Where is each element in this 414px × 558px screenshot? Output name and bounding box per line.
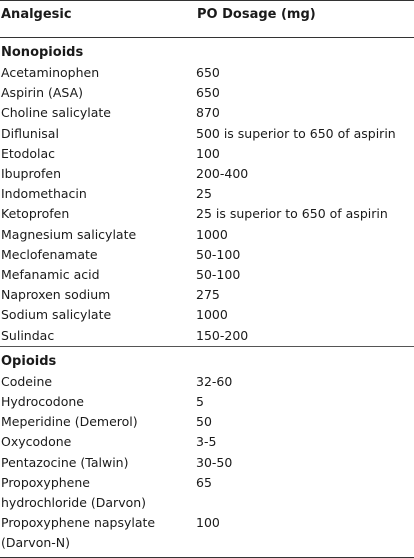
analgesic-name-cell: Codeine <box>1 373 53 389</box>
analgesic-name-cell: Meclofenamate <box>1 246 98 262</box>
table-row <box>0 285 414 305</box>
analgesic-name-cell: Ketoprofen <box>1 206 70 222</box>
table-row <box>0 372 414 392</box>
analgesic-name-cell: Naproxen sodium <box>1 287 111 303</box>
section-heading-opioids <box>0 346 414 372</box>
dosage-cell <box>196 533 414 557</box>
table-row <box>0 225 414 245</box>
analgesic-name-cell: Aspirin (ASA) <box>1 85 84 101</box>
table-row <box>0 245 414 265</box>
table-row <box>0 392 414 412</box>
analgesic-name-cell: Hydrocodone <box>1 394 84 410</box>
dosage-cell: 1000 <box>196 226 228 242</box>
analgesic-name-cell: Magnesium salicylate <box>1 226 137 242</box>
dosage-cell: 5 <box>196 394 204 410</box>
table-row <box>0 326 414 347</box>
analgesic-name-cell: Acetaminophen <box>1 65 100 80</box>
dosage-cell: 500 is superior to 650 of aspirin <box>196 125 396 141</box>
analgesic-name-cell: Sodium salicylate <box>1 307 112 323</box>
analgesic-name-cell: Ibuprofen <box>1 166 62 182</box>
section-heading-nonopioids <box>0 38 414 64</box>
dosage-cell: 275 <box>196 287 220 303</box>
dosage-cell: 100 <box>196 145 220 161</box>
table-row <box>0 124 414 144</box>
dosage-cell: 25 is superior to 650 of aspirin <box>196 206 388 222</box>
analgesic-name-cell: (Darvon-N) <box>0 533 196 557</box>
analgesic-name-cell: Etodolac <box>1 145 56 161</box>
analgesic-name-cell: Indomethacin <box>1 186 87 202</box>
dosage-cell: 870 <box>196 105 220 121</box>
table-row <box>0 184 414 204</box>
dosage-cell: 1000 <box>196 307 228 323</box>
table-row <box>0 473 414 493</box>
analgesic-name-cell: Choline salicylate <box>1 105 111 121</box>
table-body <box>0 38 414 558</box>
header-po-dosage: PO Dosage (mg) <box>196 1 414 38</box>
table-header <box>0 1 414 38</box>
analgesic-name-cell: Propoxyphene <box>1 474 90 490</box>
dosage-cell: 100 <box>196 515 220 531</box>
dosage-cell: 50-100 <box>196 246 241 262</box>
dosage-cell: 50-100 <box>196 267 241 283</box>
dosage-cell <box>196 493 414 513</box>
analgesic-name-cell: hydrochloride (Darvon) <box>1 495 147 511</box>
dosage-cell: 150-200 <box>196 327 249 343</box>
table-row <box>0 533 414 557</box>
table-row <box>0 453 414 473</box>
table-row <box>0 432 414 452</box>
table-row <box>0 164 414 184</box>
table-row <box>0 144 414 164</box>
analgesic-name-cell: Mefanamic acid <box>1 267 100 283</box>
dosage-cell: 30-50 <box>196 454 233 470</box>
table-row <box>0 103 414 123</box>
analgesic-name-cell: Propoxyphene napsylate <box>1 515 156 531</box>
table-row <box>0 493 414 513</box>
table-row <box>0 412 414 432</box>
table-row <box>0 204 414 224</box>
dosage-cell: 3-5 <box>196 434 217 450</box>
dosage-cell: 50 <box>196 414 212 430</box>
dosage-cell: 25 <box>196 186 212 202</box>
dosage-cell: 650 <box>196 85 220 101</box>
dosage-cell: 32-60 <box>196 373 233 389</box>
analgesic-name-cell: Meperidine (Demerol) <box>1 414 138 430</box>
analgesic-name-cell: Oxycodone <box>1 434 72 450</box>
analgesic-name-cell: Pentazocine (Talwin) <box>1 454 129 470</box>
analgesic-name-cell: Diflunisal <box>1 125 59 141</box>
analgesic-name-cell: Sulindac <box>1 327 55 343</box>
section-title: Opioids <box>0 346 414 372</box>
dosage-cell: 200-400 <box>196 166 249 182</box>
section-title: Nonopioids <box>1 45 84 60</box>
dosage-cell: 650 <box>196 65 220 80</box>
table-row <box>0 83 414 103</box>
dosage-cell: 65 <box>196 474 212 490</box>
header-analgesic: Analgesic <box>0 1 196 38</box>
table-row <box>0 513 414 533</box>
table-row <box>0 265 414 285</box>
table-row <box>0 63 414 83</box>
table-row <box>0 305 414 325</box>
